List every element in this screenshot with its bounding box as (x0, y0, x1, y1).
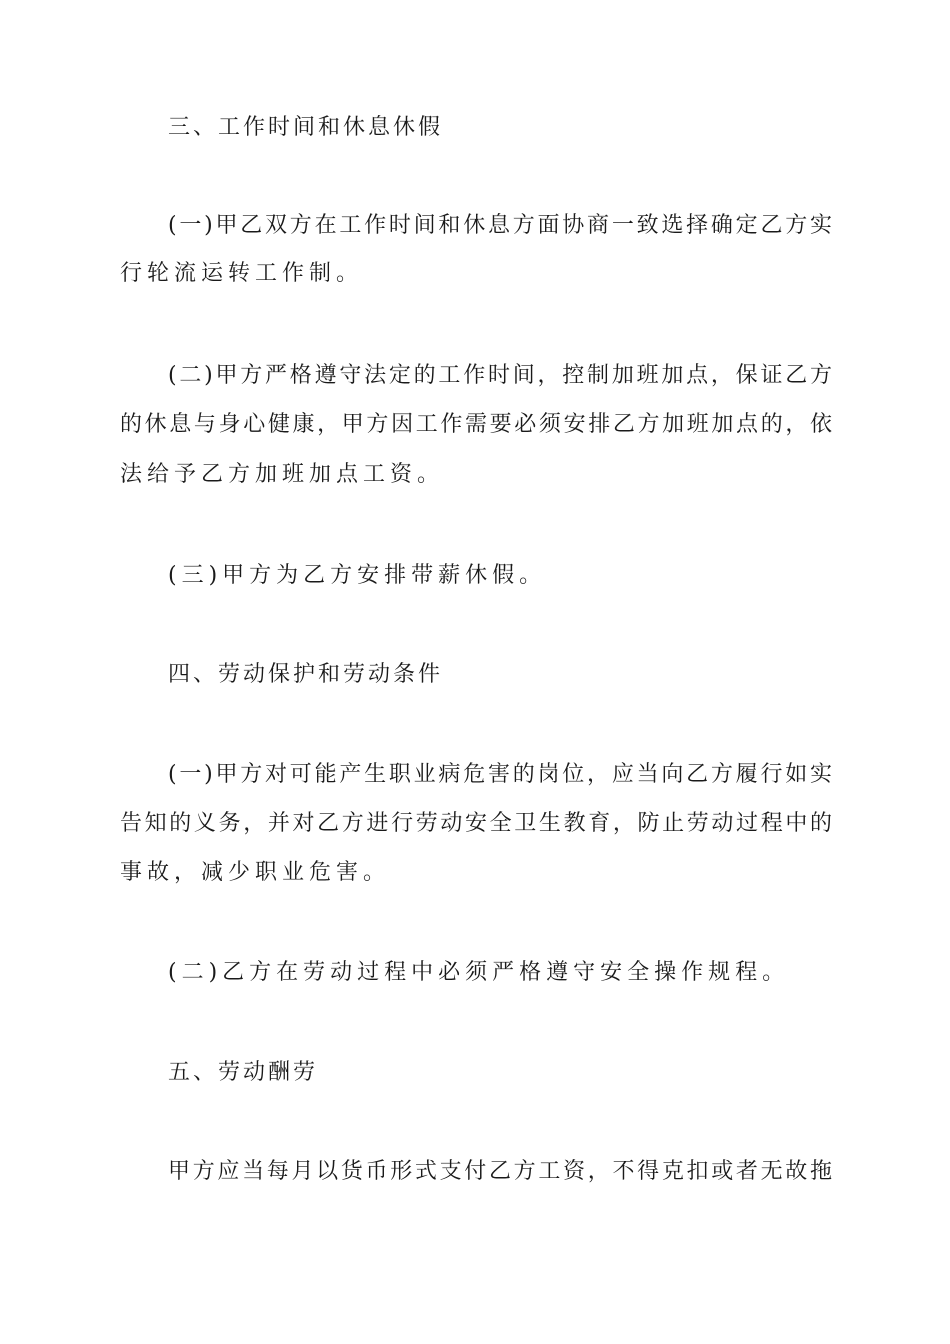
paragraph-line: 法给予乙方加班加点工资。 (120, 462, 445, 487)
section-heading-working-hours: 三、工作时间和休息休假 (168, 115, 444, 140)
paragraph-line: (一)甲方对可能产生职业病危害的岗位，应当向乙方履行如实 (168, 762, 832, 787)
paragraph-line: 行轮流运转工作制。 (120, 261, 364, 286)
section-heading-labor-protection: 四、劳动保护和劳动条件 (168, 662, 444, 687)
paragraph-line: 事故，减少职业危害。 (120, 860, 391, 885)
paragraph-line: 甲方应当每月以货币形式支付乙方工资，不得克扣或者无故拖 (168, 1159, 832, 1184)
section-heading-remuneration: 五、劳动酬劳 (168, 1060, 319, 1085)
paragraph-line: (二)乙方在劳动过程中必须严格遵守安全操作规程。 (168, 960, 790, 985)
paragraph-line: (二)甲方严格遵守法定的工作时间，控制加班加点，保证乙方 (168, 363, 832, 388)
paragraph-line: (一)甲乙双方在工作时间和休息方面协商一致选择确定乙方实 (168, 213, 832, 238)
paragraph-line: 告知的义务，并对乙方进行劳动安全卫生教育，防止劳动过程中的 (120, 811, 832, 836)
paragraph-line: (三)甲方为乙方安排带薪休假。 (168, 563, 547, 588)
paragraph-line: 的休息与身心健康，甲方因工作需要必须安排乙方加班加点的，依 (120, 412, 832, 437)
